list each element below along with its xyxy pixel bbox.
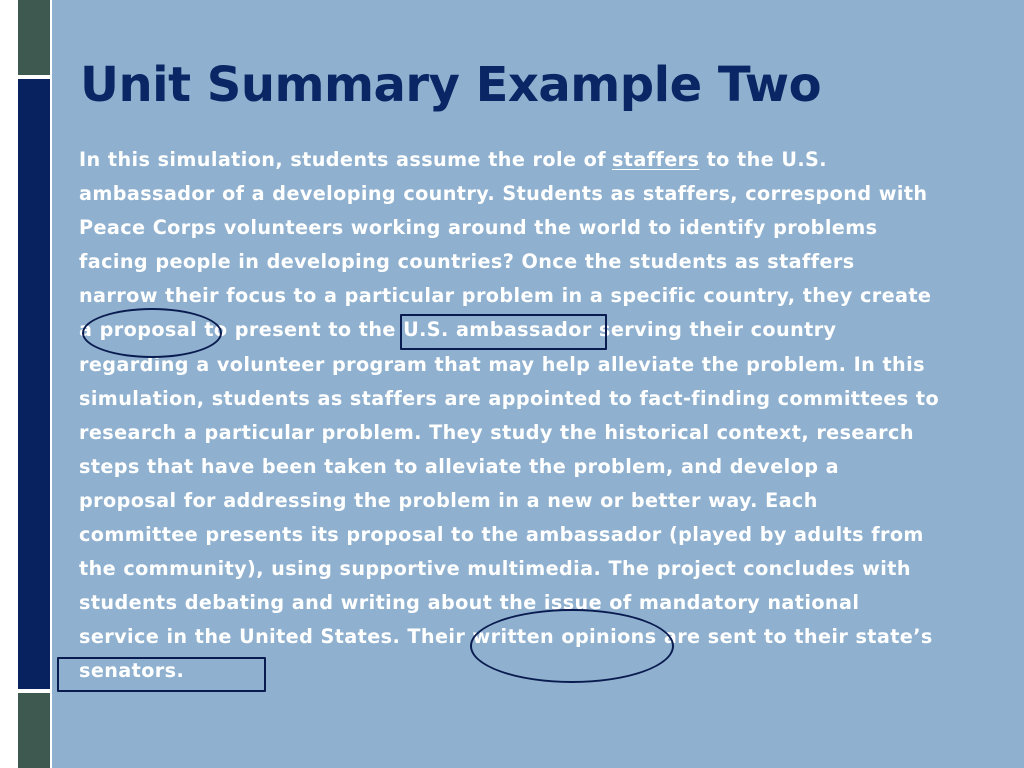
paragraph-line: simulation, students as staffers are appointed to fact-finding committees to — [79, 386, 940, 410]
paragraph-line: senators. — [79, 659, 185, 683]
line-text: to the U.S. — [699, 148, 827, 171]
written-opinions-circle-annotation — [470, 609, 674, 683]
paragraph-line: research a particular problem. They study the historical context, research — [79, 420, 914, 444]
paragraph-line: proposal for addressing the problem in a new or better way. Each — [79, 488, 818, 512]
left-decorative-border — [0, 0, 52, 768]
left-bar-bottom-block — [18, 693, 50, 768]
paragraph-line: ambassador of a developing country. Students as staffers, correspond with — [79, 182, 928, 206]
slide-title: Unit Summary Example Two — [80, 57, 822, 113]
paragraph-line: regarding a volunteer program that may help alleviate the problem. In this — [79, 352, 925, 376]
left-bar-middle-block — [18, 79, 50, 689]
paragraph-line: Peace Corps volunteers working around the world to identify problems — [79, 216, 878, 240]
paragraph-line: a proposal to present to the U.S. ambassador serving their country — [79, 318, 837, 342]
paragraph-line: facing people in developing countries? Once the students as staffers — [79, 250, 855, 274]
staffers-link[interactable]: staffers — [611, 148, 700, 171]
proposal-circle-annotation — [82, 308, 222, 358]
line-text: In this simulation, students assume the role of — [79, 148, 606, 171]
senators-box-annotation — [57, 657, 266, 692]
paragraph-line: steps that have been taken to alleviate the problem, and develop a — [79, 454, 839, 478]
paragraph-line: narrow their focus to a particular problem in a specific country, they create — [79, 284, 932, 308]
paragraph-line: committee presents its proposal to the ambassador (played by adults from — [79, 523, 924, 547]
paragraph-line — [79, 143, 984, 177]
paragraph-line: service in the United States. Their written opinions are sent to their state’s — [79, 625, 933, 649]
us-ambassador-box-annotation — [400, 314, 607, 350]
paragraph-line: the community), using supportive multimedia. The project concludes with — [79, 557, 911, 581]
left-bar-top-block — [18, 0, 50, 75]
summary-paragraph — [79, 143, 984, 689]
paragraph-line: students debating and writing about the issue of mandatory national — [79, 591, 860, 615]
